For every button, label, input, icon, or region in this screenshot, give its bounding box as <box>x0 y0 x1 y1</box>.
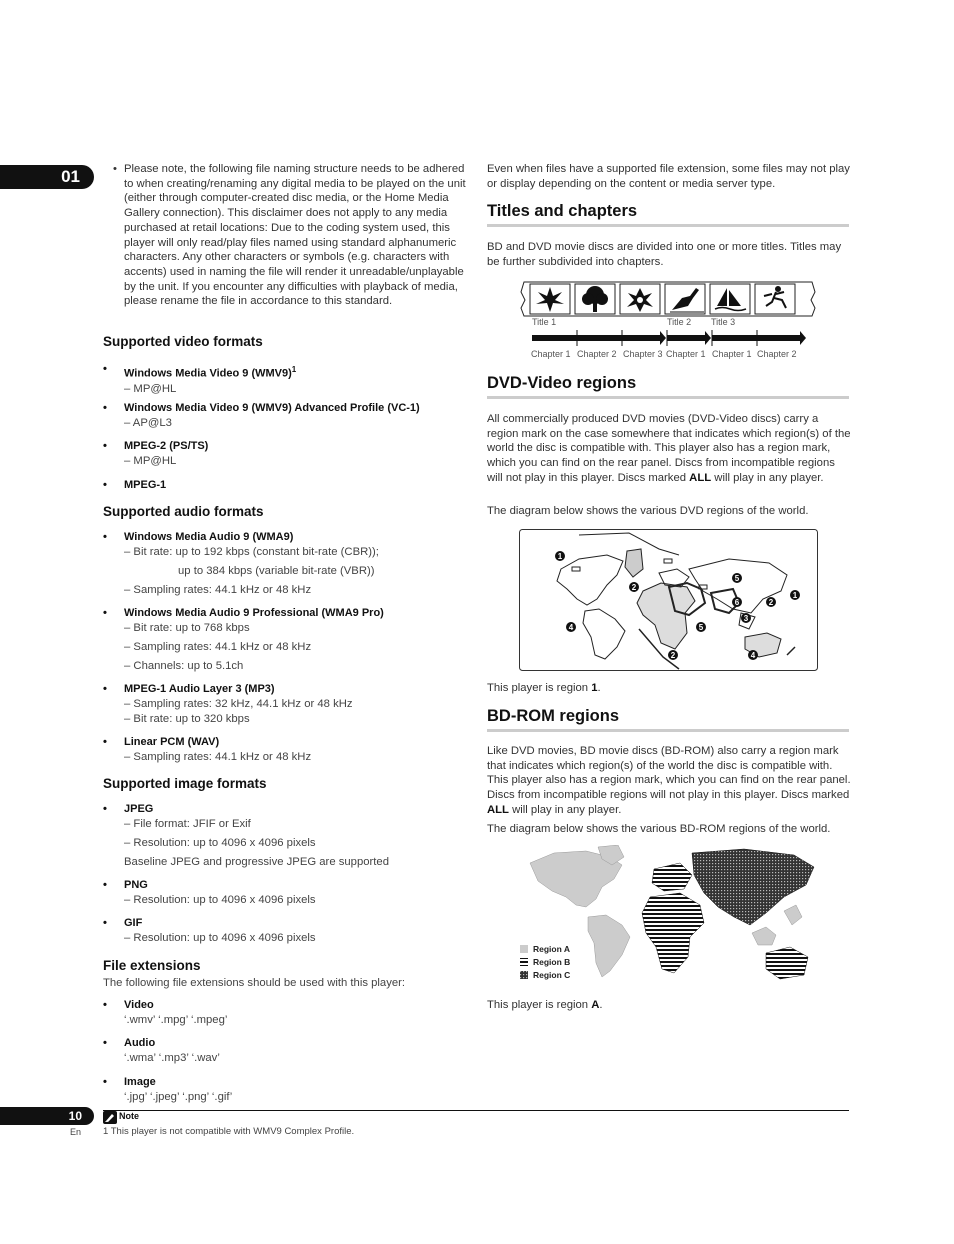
title-label: Title 2 <box>667 317 692 327</box>
audio-item-detail: up to 384 kbps (variable bit-rate (VBR)) <box>178 565 375 577</box>
region-number: 5 <box>698 623 704 632</box>
video-item-wmv9: • Windows Media Video 9 $(WMV9)^1$ – MP@HL <box>103 362 473 397</box>
legend-label: Region A <box>533 944 570 954</box>
audio-item-detail: – Sampling rates: 44.1 kHz or 48 kHz <box>124 751 312 763</box>
page-number: 10 <box>0 1107 94 1125</box>
language-code: En <box>70 1127 82 1137</box>
ext-item-detail: ‘.wma’ ‘.mp3’ ‘.wav’ <box>124 1052 220 1064</box>
audio-item-detail: – Bit rate: up to 192 kbps (constant bit-rate (CBR)); <box>124 546 379 558</box>
legend-label: Region C <box>533 970 571 980</box>
file-support-note: Even when files have a supported file extension, some files may not play or display depending on the content or media server type. <box>487 163 850 190</box>
audio-item-name: Windows Media Audio 9 Professional (WMA9 Pro) <box>124 607 384 619</box>
dvd-text-part: All commercially produced DVD movies (DVD-Video discs) carry a region mark on the case somewhere that indicates which region(s) of the world the disc is compatible with. This player also has a region mark, which you can find on the rear panel. Discs from incompatible regions will not play in this player. Discs marked <box>487 413 851 484</box>
chapter-label: Chapter 2 <box>577 349 617 359</box>
intro-note-text: Please note, the following file naming structure needs to be adhered to when creating/renaming any digital media to be played on the unit (either through computer-created disc media, or the Home Media Gallery connection). This disclaimer does not apply to any media purchased at retail locations: Due to the coding system used, this player will only read/play files named using standard alphanumeric characters. Any other characters or symbols (e.g. characters with accents) used in naming the file will render it unreadable/unplayable by the unit. If you encounter any difficulties with playback of media, please rename the file in accordance to this standard. <box>124 163 466 308</box>
title-label: Title 3 <box>711 317 736 327</box>
audio-item-wmapro: • Windows Media Audio 9 Professional (WMA9 Pro) – Bit rate: up to 768 kbps – Sampling rates: 44.1 kHz or 48 kHz – Channels: up to 5.1ch <box>103 606 473 674</box>
bd-regions-text <box>487 744 851 818</box>
video-item-vc1: • Windows Media Video 9 (WMV9) Advanced Profile (VC-1) – AP@L3 <box>103 401 473 431</box>
image-item-detail: – Resolution: up to 4096 x 4096 pixels <box>124 932 316 944</box>
image-item-png: • PNG – Resolution: up to 4096 x 4096 pixels <box>103 878 473 908</box>
chapter-tab: 01 <box>0 165 94 189</box>
image-formats-heading: Supported image formats <box>103 776 267 791</box>
image-item-name: JPEG <box>124 803 154 815</box>
titles-chapters-heading: Titles and chapters <box>487 202 638 220</box>
note-rule <box>103 1110 849 1111</box>
image-item-gif: • GIF – Resolution: up to 4096 x 4096 pixels <box>103 916 473 946</box>
all-mark: ALL <box>689 471 712 484</box>
legend-swatch-b <box>520 958 528 966</box>
region-text: This player is region <box>487 999 592 1011</box>
video-item-name: Windows Media Video 9 (WMV9) Advanced Profile (VC-1) <box>124 402 420 414</box>
video-item-mpeg2: • MPEG-2 (PS/TS) – MP@HL <box>103 439 473 469</box>
audio-item-name: Windows Media Audio 9 (WMA9) <box>124 531 294 543</box>
legend-swatch-c <box>520 971 528 979</box>
audio-item-detail: – Sampling rates: 44.1 kHz or 48 kHz <box>124 584 312 596</box>
region-number: 2 <box>768 598 774 607</box>
audio-item-wav: • Linear PCM (WAV) – Sampling rates: 44.1 kHz or 48 kHz <box>103 735 473 765</box>
ext-item-name: Audio <box>124 1037 156 1049</box>
region-text: . <box>599 999 603 1011</box>
region-number: 6 <box>734 598 740 607</box>
region-number: 4 <box>568 623 574 632</box>
region-number: 3 <box>743 614 749 623</box>
video-item-name: Windows Media Video 9 (WMV9) <box>124 367 292 380</box>
ext-item-image: • Image ‘.jpg’ ‘.jpeg’ ‘.png’ ‘.gif’ <box>103 1075 473 1105</box>
chapter-label: Chapter 1 <box>712 349 752 359</box>
bd-player-region <box>487 998 851 1013</box>
video-item-detail: – AP@L3 <box>124 417 172 429</box>
audio-item-detail: – Sampling rates: 32 kHz, 44.1 kHz or 48 kHz <box>124 698 353 710</box>
image-item-detail: – Resolution: up to 4096 x 4096 pixels <box>124 894 316 906</box>
audio-item-name: Linear PCM (WAV) <box>124 736 220 748</box>
dvd-regions-text <box>487 412 851 486</box>
ext-item-detail: ‘.wmv’ ‘.mpg’ ‘.mpeg’ <box>124 1014 228 1026</box>
video-formats-heading: Supported video formats <box>103 334 263 349</box>
audio-item-detail: – Sampling rates: 44.1 kHz or 48 kHz <box>124 641 312 653</box>
title-label: Title 1 <box>532 317 557 327</box>
all-mark: ALL <box>487 803 509 816</box>
bd-region-map <box>514 845 824 987</box>
video-item-detail: – MP@HL <box>124 455 177 467</box>
chapter-label: Chapter 1 <box>531 349 571 359</box>
image-item-name: PNG <box>124 879 148 891</box>
titles-chapters-text: BD and DVD movie discs are divided into one or more titles. Titles may be further subdivided into chapters. <box>487 241 842 268</box>
region-number: 4 <box>750 651 756 660</box>
note-label: Note <box>119 1111 139 1121</box>
region-number: 1 <box>792 591 798 600</box>
file-extensions-intro: The following file extensions should be used with this player: <box>103 977 406 989</box>
ext-item-name: Image <box>124 1076 156 1088</box>
ext-item-video: • Video ‘.wmv’ ‘.mpg’ ‘.mpeg’ <box>103 998 473 1028</box>
ext-item-detail: ‘.jpg’ ‘.jpeg’ ‘.png’ ‘.gif’ <box>124 1091 233 1103</box>
chapter-label: Chapter 1 <box>666 349 706 359</box>
heading-rule <box>487 396 849 399</box>
heading-rule <box>487 224 849 227</box>
video-item-detail: – MP@HL <box>124 382 177 395</box>
image-item-detail: – File format: JFIF or Exif <box>124 818 251 830</box>
image-item-detail: – Resolution: up to 4096 x 4096 pixels <box>124 837 316 849</box>
dvd-region-map <box>519 529 819 672</box>
bd-diagram-caption: The diagram below shows the various BD-ROM regions of the world. <box>487 823 831 835</box>
dvd-text-part: will play in any player. <box>711 471 824 484</box>
region-text: . <box>597 682 601 694</box>
audio-item-mp3: • MPEG-1 Audio Layer 3 (MP3) – Sampling rates: 32 kHz, 44.1 kHz or 48 kHz – Bit rate: up to 320 kbps <box>103 682 473 727</box>
bd-text-part: Like DVD movies, BD movie discs (BD-ROM) also carry a region mark that indicates which region(s) of the world the disc is compatible with. This player also has a region mark, which you can find on the rear panel. Discs from incompatible regions will not play in this player. Discs marked <box>487 745 851 802</box>
region-text: This player is region <box>487 682 592 694</box>
file-extensions-heading: File extensions <box>103 958 201 973</box>
region-number: 2 <box>670 651 676 660</box>
intro-note: • Please note, the following file naming structure needs to be adhered to when creating/renaming any digital media to be played on the unit (either through computer-created disc media, or the Home Media Gallery connection). This disclaimer does not apply to any media purchased at retail locations: Due to the coding system used, this player will only read/play files named using standard alphanumeric characters. Any other characters or symbols (e.g. characters with accents) used in naming the file will render it unreadable/unplayable by the unit. If you encounter any difficulties with playback of media, please rename the file in accordance to this standard. <box>113 163 466 308</box>
video-item-name: MPEG-1 <box>124 479 167 491</box>
footnote-ref: 1 <box>291 365 297 374</box>
video-item-mpeg1: • MPEG-1 <box>103 478 473 493</box>
ext-item-audio: • Audio ‘.wma’ ‘.mp3’ ‘.wav’ <box>103 1036 473 1066</box>
footnote-text: 1 This player is not compatible with WMV9 Complex Profile. <box>103 1126 355 1137</box>
titles-chapters-diagram <box>520 280 820 362</box>
ext-item-name: Video <box>124 999 154 1011</box>
audio-item-wma9: • Windows Media Audio 9 (WMA9) – Bit rate: up to 192 kbps (constant bit-rate (CBR)); up to 384 kbps (variable bit-rate (VBR)) – Sampling rates: 44.1 kHz or 48 kHz <box>103 530 473 598</box>
note-icon <box>103 1111 117 1124</box>
region-number: 5 <box>734 574 740 583</box>
audio-item-name: MPEG-1 Audio Layer 3 (MP3) <box>124 683 275 695</box>
dvd-player-region <box>487 681 851 696</box>
legend-swatch-a <box>520 945 528 953</box>
bd-regions-heading: BD-ROM regions <box>487 707 619 725</box>
heading-rule <box>487 729 849 732</box>
audio-formats-heading: Supported audio formats <box>103 504 264 519</box>
bd-text-part: will play in any player. <box>508 803 622 816</box>
region-number: 1 <box>557 552 563 561</box>
chapter-label: Chapter 3 <box>623 349 663 359</box>
legend-label: Region B <box>533 957 571 967</box>
dvd-diagram-caption: The diagram below shows the various DVD regions of the world. <box>487 505 809 517</box>
audio-item-detail: – Bit rate: up to 320 kbps <box>124 713 250 725</box>
image-item-detail: Baseline JPEG and progressive JPEG are supported <box>124 856 389 868</box>
audio-item-detail: – Bit rate: up to 768 kbps <box>124 622 250 634</box>
player-region-value: A <box>591 999 600 1011</box>
image-item-jpeg: • JPEG – File format: JFIF or Exif – Resolution: up to 4096 x 4096 pixels Baseline JPEG and progressive JPEG are supported <box>103 802 473 870</box>
dvd-regions-heading: DVD-Video regions <box>487 374 637 392</box>
image-item-name: GIF <box>124 917 143 929</box>
video-item-name: MPEG-2 (PS/TS) <box>124 440 209 452</box>
chapter-label: Chapter 2 <box>757 349 797 359</box>
region-number: 2 <box>631 583 637 592</box>
audio-item-detail: – Channels: up to 5.1ch <box>124 660 244 672</box>
player-region-value: 1 <box>591 682 598 694</box>
